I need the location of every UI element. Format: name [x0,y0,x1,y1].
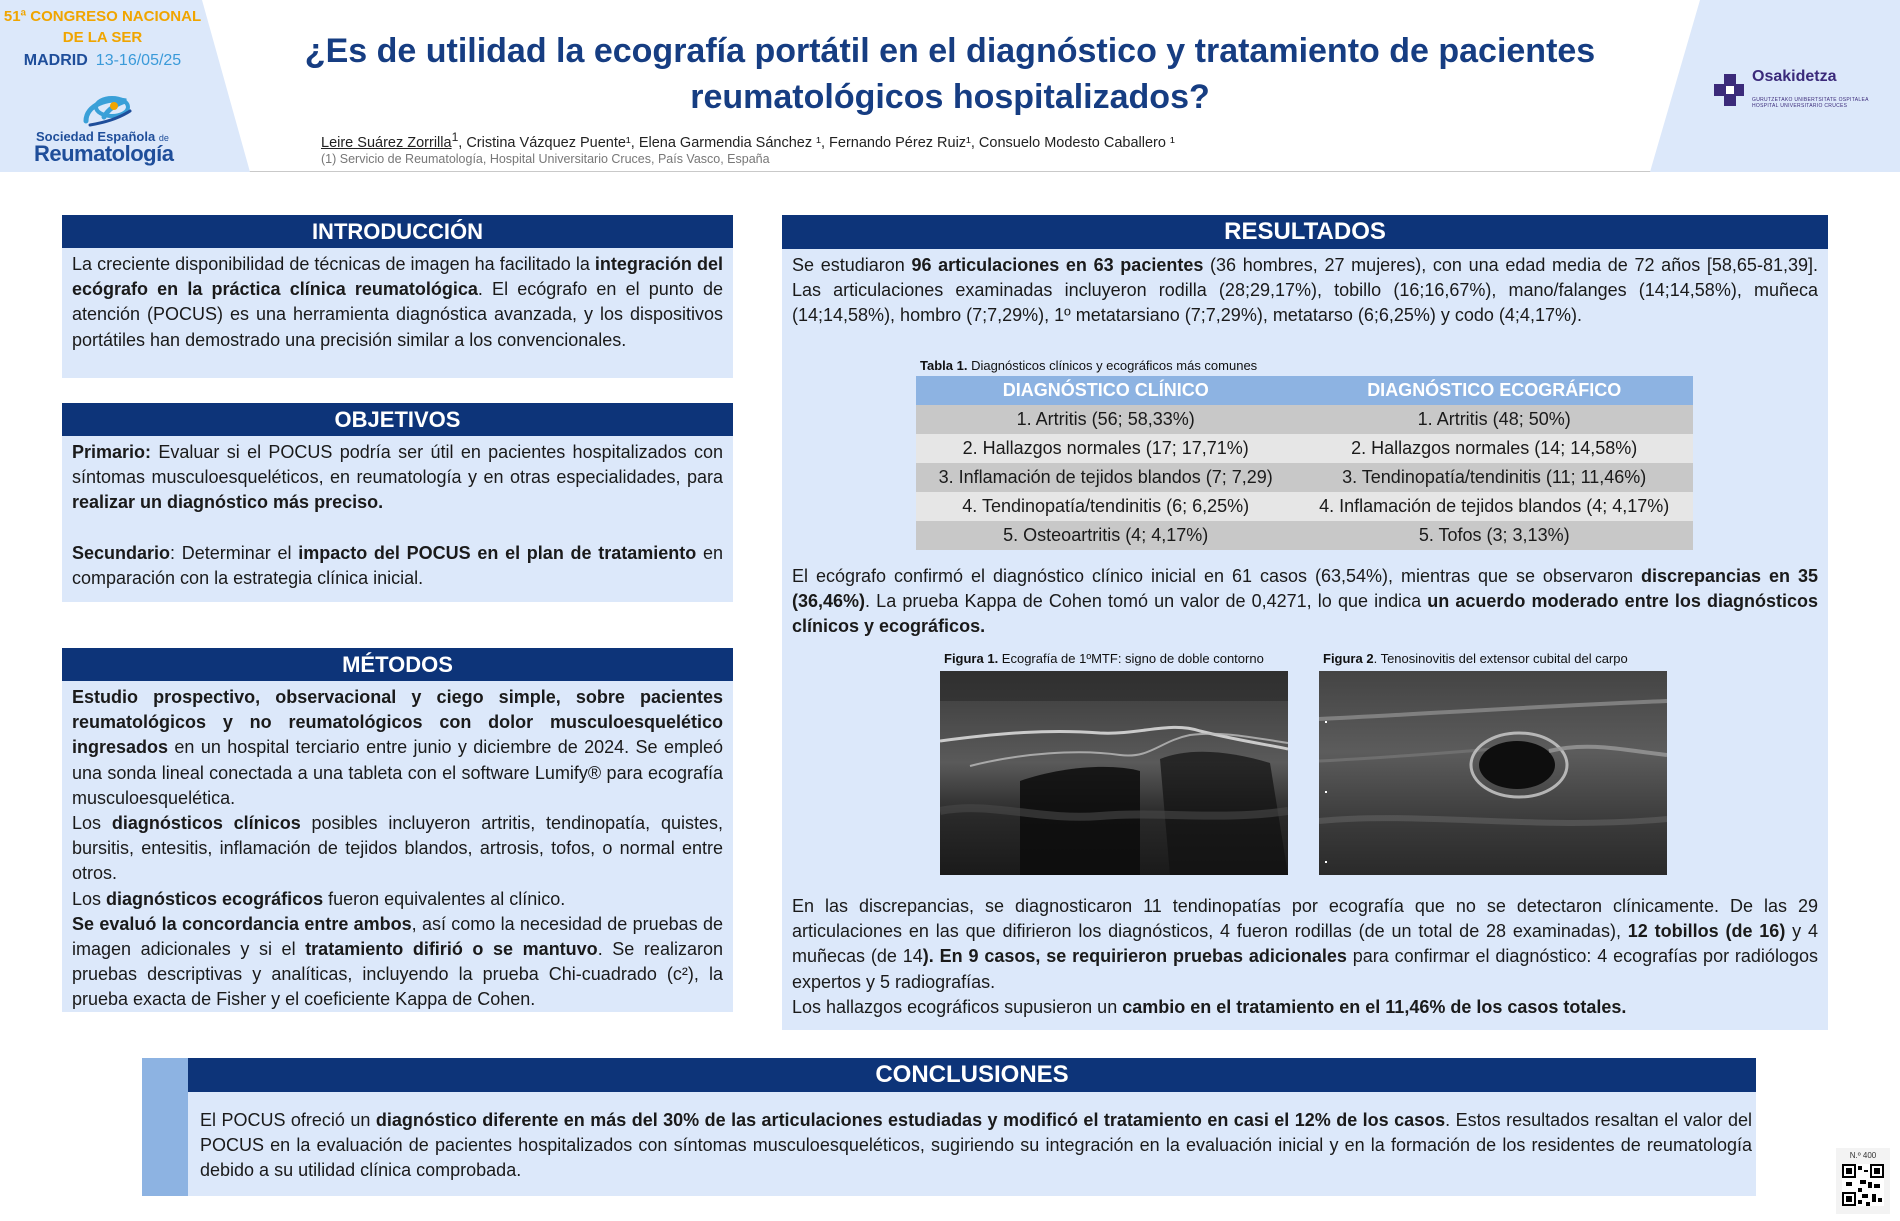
table-row [916,521,1693,550]
table-header-clinico: DIAGNÓSTICO CLÍNICO [916,376,1295,405]
table-caption: Tabla 1. Diagnósticos clínicos y ecográficos más comunes [920,358,1258,373]
metodos-heading: MÉTODOS [62,648,733,681]
metodos-paragraph-3: Los diagnósticos ecográficos fueron equivalentes al clínico. [72,888,566,909]
affiliation: (1) Servicio de Reumatología, Hospital Universitario Cruces, País Vasco, España [321,152,770,166]
table-cell: 1. Artritis (48; 50%) [1295,405,1693,434]
poster-number: N.º 400 [1849,1151,1877,1160]
figure-2-caption: Figura 2. Tenosinovitis del extensor cubital del carpo [1323,651,1628,666]
ser-logo [34,93,184,167]
congress-name [0,6,205,48]
qr-code-icon[interactable] [1842,1164,1884,1206]
table-row [916,492,1693,521]
resultados-paragraph-4: Los hallazgos ecográficos supusieron un cambio en el tratamiento en el 11,46% de los casos totales. [792,996,1627,1017]
osakidetza-name: Osakidetza [1752,68,1837,85]
conclusiones-heading: CONCLUSIONES [188,1058,1756,1092]
section-objetivos [62,403,733,602]
resultados-paragraph-3: En las discrepancias, se diagnosticaron 11 tendinopatías por ecografía que no se detectaron clínicamente. De las 29 articulaciones en las que difirieron los diagnósticos, 4 fueron rodillas (de un total de 28 examinadas), 12 tobillos (de 16) y 4 muñecas (de 14). En 9 casos, se requirieron pruebas adicionales para confirmar el diagnóstico: 4 ecografías por radiólogos expertos y 5 radiografías. Los hallazgos ecográficos supusieron un cambio en el tratamiento en el 11,46% de los casos totales. [782,890,1828,1026]
table-cell: 3. Tendinopatía/tendinitis (11; 11,46%) [1295,463,1693,492]
ser-logo-text-1: Sociedad Española de [36,129,169,144]
metodos-paragraph-1: Estudio prospectivo, observacional y ciego simple, sobre pacientes reumatológicos y no reumatológicos con dolor musculoesquelético ingresados en un hospital terciario entre junio y diciembre de 2024. Se empleó una sonda lineal conectada a una tableta con el software Lumify® para ecografía musculoesquelética. [72,687,723,808]
figure-2-ultrasound-image [1319,671,1667,875]
diagnosis-table [916,376,1693,550]
ser-logo-text-2: Reumatología [34,141,174,166]
table-cell: 5. Osteoartritis (4; 4,17%) [916,521,1295,550]
resultados-paragraph-1: Se estudiaron 96 articulaciones en 63 pacientes (36 hombres, 27 mujeres), con una edad media de 72 años [58,65-81,39]. Las articulaciones examinadas incluyeron rodilla (28;29,17%), tobillo (16;16,67%), mano/falanges (14;14,58%), muñeca (14;14,58%), hombro (7;7,29%), 1º metatarsiano (7;7,29%), metatarso (6;6,25%) y codo (4;4,17%). [792,255,1818,326]
table-cell: 4. Inflamación de tejidos blandos (4; 4,17%) [1295,492,1693,521]
objetivo-primario: Primario: Evaluar si el POCUS podría ser útil en pacientes hospitalizados con síntomas musculoesqueléticos, en reumatología y en otras especialidades, para realizar un diagnóstico más preciso. [72,442,723,513]
congress-location [0,52,205,70]
osakidetza-subtitle: GURUTZETAKO UNIBERTSITATE OSPITALEA HOSPITAL UNIVERSITARIO CRUCES [1752,97,1869,109]
table-cell: 2. Hallazgos normales (17; 17,71%) [916,434,1295,463]
introduccion-heading: INTRODUCCIÓN [62,215,733,248]
authors-line: Leire Suárez Zorrilla$^1$, Cristina Vázquez Puente¹, Elena Garmendia Sánchez ¹, Fernando Pérez Ruiz¹, Consuelo Modesto Caballero ¹ [321,130,1175,151]
resultados-paragraph-2: El ecógrafo confirmó el diagnóstico clínico inicial en 61 casos (63,54%), mientras que se observaron discrepancias en 35 (36,46%). La prueba Kappa de Cohen tomó un valor de 0,4271, lo que indica un acuerdo moderado entre los diagnósticos clínicos y ecográficos. [792,566,1818,637]
introduccion-text: La creciente disponibilidad de técnicas de imagen ha facilitado la integración del ecógrafo en la práctica clínica reumatológica. El ecógrafo en el punto de atención (POCUS) es una herramienta diagnóstica avanzada, y los dispositivos portátiles han demostrado una precisión similar a los convencionales. [72,254,723,350]
table-cell: 1. Artritis (56; 58,33%) [916,405,1295,434]
ser-logo-mark-icon [78,93,138,129]
figure-1-caption: Figura 1. Ecografía de 1ºMTF: signo de doble contorno [944,651,1264,666]
osakidetza-cross-icon [1710,70,1750,110]
objetivos-text [62,436,733,597]
figure-1-ultrasound-image [940,671,1288,875]
other-authors: , Cristina Vázquez Puente¹, Elena Garmendia Sánchez ¹, Fernando Pérez Ruiz¹, Consuelo Modesto Caballero ¹ [458,134,1175,151]
section-metodos [62,648,733,1012]
poster-header [0,0,1900,172]
metodos-paragraph-4: Se evaluó la concordancia entre ambos, así como la necesidad de pruebas de imagen adicionales y si el tratamiento difirió o se mantuvo. Se realizaron pruebas descriptivas y analíticas, incluyendo la prueba Chi-cuadrado (c²), la prueba exacta de Fisher y el coeficiente Kappa de Cohen. [72,913,723,1010]
table-row [916,405,1693,434]
poster-title: ¿Es de utilidad la ecografía portátil en el diagnóstico y tratamiento de pacientes reumatológicos hospitalizados? [304,32,1596,116]
section-introduccion [62,215,733,378]
table-header-ecografico: DIAGNÓSTICO ECOGRÁFICO [1295,376,1693,405]
metodos-text [62,681,733,1019]
table-cell: 4. Tendinopatía/tendinitis (6; 6,25%) [916,492,1295,521]
table-cell: 5. Tofos (3; 3,13%) [1295,521,1693,550]
table-row [916,434,1693,463]
objetivo-secundario: Secundario: Determinar el impacto del POCUS en el plan de tratamiento en comparación con la estrategia clínica inicial. [72,542,723,588]
first-author: Leire Suárez Zorrilla [321,134,452,151]
congress-dates: 13-16/05/25 [95,52,182,69]
metodos-paragraph-2: Los diagnósticos clínicos posibles incluyeron artritis, tendinopatía, quistes, bursitis, entesitis, inflamación de tejidos blandos, artrosis, tofos, o normal entre otros. [72,813,723,884]
table-header-row [916,376,1693,405]
objetivos-heading: OBJETIVOS [62,403,733,436]
osakidetza-logo [1710,66,1870,116]
congress-city: MADRID [23,52,88,69]
poster-number-box [1836,1148,1890,1214]
conclusiones-text: El POCUS ofreció un diagnóstico diferente en más del 30% de las articulaciones estudiadas y modificó el tratamiento en casi el 12% de los casos. Estos resultados resaltan el valor del POCUS en la evaluación de pacientes hospitalizados con síntomas musculoesqueléticos, sugiriendo su integración en la evaluación inicial y en la formación de los residentes de reumatología debido a su utilidad clínica comprobada. [200,1110,1753,1181]
congress-line-1: 51ª CONGRESO NACIONAL [3,8,202,25]
congress-line-2: DE LA SER [62,29,143,46]
table-row [916,463,1693,492]
resultados-heading: RESULTADOS [782,215,1828,249]
table-cell: 3. Inflamación de tejidos blandos (7; 7,29) [916,463,1295,492]
table-cell: 2. Hallazgos normales (14; 14,58%) [1295,434,1693,463]
